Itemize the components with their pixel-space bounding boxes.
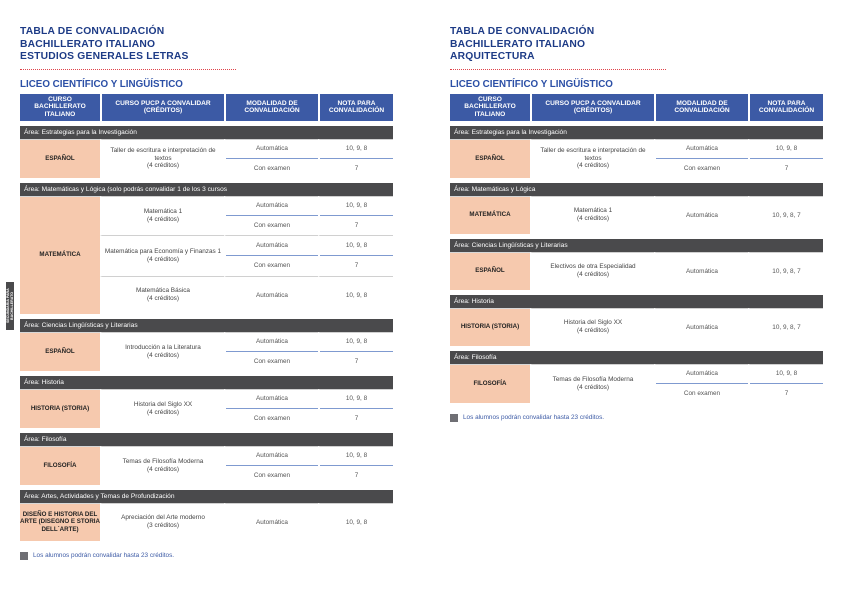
grade-value: 7 xyxy=(354,357,359,365)
modality-value: Con examen xyxy=(253,357,291,365)
footnote-square-icon xyxy=(450,414,458,422)
modality-value: Automática xyxy=(226,140,318,160)
header-italian-course: CURSO BACHILLERATO ITALIANO xyxy=(450,94,530,121)
table-row xyxy=(20,446,393,485)
grade-value: 10, 9, 8 xyxy=(320,140,393,160)
right-title-line-3: ARQUITECTURA xyxy=(450,51,535,62)
subject-cell: ESPAÑOL xyxy=(450,139,530,178)
header-pucp-course: CURSO PUCP A CONVALIDAR (CRÉDITOS) xyxy=(530,94,654,121)
table-row xyxy=(450,252,823,290)
grade-value: 7 xyxy=(354,164,359,172)
course-credits: (3 créditos) xyxy=(147,522,179,529)
subject-cell: ESPAÑOL xyxy=(20,332,100,371)
course-name: Apreciación del Arte moderno xyxy=(121,514,205,522)
area-label: Área: Filosofía xyxy=(450,351,823,364)
grade-value: 10, 9, 8, 7 xyxy=(772,211,801,219)
area-row xyxy=(450,239,823,252)
grade-cell xyxy=(748,139,823,178)
grade-cell xyxy=(748,364,823,403)
modality-value: Automática xyxy=(686,267,718,275)
modality-value: Automática xyxy=(256,291,288,299)
table-row xyxy=(20,139,393,178)
area-row xyxy=(450,183,823,196)
subject-cell: HISTORIA (STORIA) xyxy=(450,308,530,346)
modality-value: Con examen xyxy=(253,262,291,270)
grade-split xyxy=(750,140,823,178)
subject-cell: MATEMÁTICA xyxy=(450,196,530,234)
left-title-line-3: ESTUDIOS GENERALES LETRAS xyxy=(20,51,189,62)
header-grade: NOTA PARA CONVALIDACIÓN xyxy=(318,94,393,121)
left-convalidation-table xyxy=(20,94,393,541)
course-name: Electivos de otra Especialidad xyxy=(550,263,636,271)
area-row xyxy=(20,183,393,196)
modality-cell xyxy=(654,196,748,234)
modality-cell xyxy=(224,139,318,178)
right-title xyxy=(450,26,825,64)
modality-value: Automática xyxy=(226,333,318,353)
course-credits: (4 créditos) xyxy=(577,162,609,170)
area-row xyxy=(450,351,823,364)
course-name: Historia del Siglo XX xyxy=(563,319,623,327)
course-cell xyxy=(530,252,654,290)
modality-cell xyxy=(224,446,318,485)
modality-cell xyxy=(224,332,318,371)
area-row xyxy=(20,376,393,389)
area-label: Área: Historia xyxy=(450,295,823,308)
course-cell xyxy=(100,503,224,541)
course-credits: (4 créditos) xyxy=(147,215,179,223)
grade-split xyxy=(320,447,393,485)
grade-cell xyxy=(318,235,393,276)
modality-value: Automática xyxy=(686,211,718,219)
modality-cell xyxy=(654,139,748,178)
area-row xyxy=(20,126,393,139)
course-credits: (4 créditos) xyxy=(147,295,179,302)
grade-value: 10, 9, 8, 7 xyxy=(772,323,801,331)
modality-value: Con examen xyxy=(683,164,721,172)
header-grade: NOTA PARA CONVALIDACIÓN xyxy=(748,94,823,121)
course-cell xyxy=(100,139,224,178)
course-cell xyxy=(100,389,224,428)
grade-cell xyxy=(748,252,823,290)
grade-value: 10, 9, 8 xyxy=(320,236,393,257)
course-cell xyxy=(530,308,654,346)
modality-cell xyxy=(224,389,318,428)
right-footnote-text: Los alumnos podrán convalidar hasta 23 créditos. xyxy=(463,414,605,421)
course-name: Taller de escritura e interpretación de textos xyxy=(110,147,216,162)
area-row xyxy=(20,433,393,446)
course-credits: (4 créditos) xyxy=(577,271,609,278)
area-label: Área: Matemáticas y Lógica xyxy=(450,183,823,196)
section-side-tab: SECUNDARIA PARA BACHILLERATO xyxy=(6,282,14,330)
modality-split xyxy=(656,365,748,403)
course-credits: (4 créditos) xyxy=(577,327,609,334)
modality-split xyxy=(226,390,318,428)
modality-split xyxy=(226,197,318,235)
grade-split xyxy=(750,365,823,403)
grade-value: 7 xyxy=(354,221,359,229)
left-footnote-text: Los alumnos podrán convalidar hasta 23 créditos. xyxy=(33,552,175,559)
grade-cell xyxy=(318,389,393,428)
left-panel xyxy=(20,0,395,560)
course-name: Historia del Siglo XX xyxy=(133,400,193,408)
right-subtitle: LICEO CIENTÍFICO Y LINGÜÍSTICO xyxy=(450,78,613,90)
grade-split xyxy=(320,333,393,371)
course-name: Matemática 1 xyxy=(143,207,183,215)
course-credits: (4 créditos) xyxy=(577,215,609,222)
grade-cell xyxy=(318,196,393,235)
modality-split xyxy=(226,236,318,276)
area-label: Área: Filosofía xyxy=(20,433,393,446)
course-credits: (4 créditos) xyxy=(147,351,179,359)
course-name: Temas de Filosofía Moderna xyxy=(122,457,204,465)
course-credits: (4 créditos) xyxy=(147,465,179,473)
area-label: Área: Artes, Actividades y Temas de Profundización xyxy=(20,490,393,503)
area-row xyxy=(20,490,393,503)
area-label: Área: Ciencias Lingüísticas y Literarias xyxy=(450,239,823,252)
table-row xyxy=(20,389,393,428)
subject-cell: FILOSOFÍA xyxy=(20,446,100,485)
modality-cell xyxy=(224,276,318,314)
area-label: Área: Estrategias para la Investigación xyxy=(20,126,393,139)
grade-split xyxy=(320,140,393,178)
table-row xyxy=(20,332,393,371)
area-label: Área: Historia xyxy=(20,376,393,389)
left-dotted-rule xyxy=(20,69,236,70)
area-row xyxy=(450,126,823,139)
table-row xyxy=(450,308,823,346)
table-row xyxy=(450,364,823,403)
modality-value: Automática xyxy=(226,390,318,410)
right-panel xyxy=(450,0,825,422)
course-name: Introducción a la Literatura xyxy=(125,343,201,351)
modality-cell xyxy=(224,196,318,235)
modality-value: Con examen xyxy=(253,414,291,422)
grade-value: 7 xyxy=(354,262,359,270)
course-cell xyxy=(100,196,224,235)
course-name: Temas de Filosofía Moderna xyxy=(552,375,634,383)
modality-split xyxy=(656,140,748,178)
modality-value: Automática xyxy=(686,323,718,331)
grade-value: 10, 9, 8 xyxy=(750,140,823,160)
subject-cell: DISEÑO E HISTORIA DEL ARTE (DISEGNO E STORIA DELL´ARTE) xyxy=(20,503,100,541)
grade-value: 10, 9, 8 xyxy=(320,390,393,410)
course-cell xyxy=(530,139,654,178)
modality-value: Automática xyxy=(256,518,288,526)
course-name: Taller de escritura e interpretación de textos xyxy=(540,147,646,162)
course-name: Matemática para Economía y Finanzas 1 xyxy=(104,247,222,255)
area-label: Área: Estrategias para la Investigación xyxy=(450,126,823,139)
grade-value: 10, 9, 8 xyxy=(345,518,368,526)
modality-split xyxy=(226,447,318,485)
grade-value: 10, 9, 8 xyxy=(750,365,823,385)
course-name: Matemática Básica xyxy=(136,287,190,295)
grade-value: 10, 9, 8, 7 xyxy=(772,267,801,275)
table-row xyxy=(450,139,823,178)
modality-split xyxy=(226,333,318,371)
course-credits: (4 créditos) xyxy=(577,383,609,391)
grade-cell xyxy=(748,308,823,346)
header-modality: MODALIDAD DE CONVALIDACIÓN xyxy=(224,94,318,121)
table-row xyxy=(450,196,823,234)
left-subtitle: LICEO CIENTÍFICO Y LINGÜÍSTICO xyxy=(20,78,183,90)
grade-cell xyxy=(318,276,393,314)
modality-value: Automática xyxy=(656,365,748,385)
grade-value: 10, 9, 8 xyxy=(320,447,393,467)
grade-cell xyxy=(318,503,393,541)
course-cell xyxy=(100,276,224,314)
area-label: Área: Ciencias Lingüísticas y Literarias xyxy=(20,319,393,332)
grade-cell xyxy=(318,446,393,485)
grade-cell xyxy=(748,196,823,234)
subject-cell: MATEMÁTICA xyxy=(20,196,100,314)
modality-split xyxy=(226,140,318,178)
course-name: Matemática 1 xyxy=(573,207,613,215)
grade-split xyxy=(320,390,393,428)
grade-cell xyxy=(318,332,393,371)
header-italian-course: CURSO BACHILLERATO ITALIANO xyxy=(20,94,100,121)
left-title-line-2: BACHILLERATO ITALIANO xyxy=(20,38,156,50)
left-title xyxy=(20,26,395,64)
course-cell xyxy=(530,196,654,234)
modality-value: Automática xyxy=(656,140,748,160)
grade-value: 10, 9, 8 xyxy=(320,333,393,353)
course-credits: (4 créditos) xyxy=(147,408,179,416)
area-label: Área: Matemáticas y Lógica (solo podrás convalidar 1 de los 3 cursos xyxy=(20,183,393,196)
right-dotted-rule xyxy=(450,69,666,70)
grade-cell xyxy=(318,139,393,178)
left-title-line-1: TABLA DE CONVALIDACIÓN xyxy=(20,26,165,37)
grade-value: 10, 9, 8 xyxy=(345,291,368,299)
modality-value: Con examen xyxy=(253,471,291,479)
header-modality: MODALIDAD DE CONVALIDACIÓN xyxy=(654,94,748,121)
modality-cell xyxy=(654,252,748,290)
modality-value: Automática xyxy=(226,236,318,257)
course-cell xyxy=(100,446,224,485)
grade-value: 10, 9, 8 xyxy=(320,197,393,217)
subject-cell: ESPAÑOL xyxy=(20,139,100,178)
grade-split xyxy=(320,197,393,235)
modality-value: Con examen xyxy=(253,221,291,229)
course-cell xyxy=(530,364,654,403)
right-footnote xyxy=(450,414,825,422)
course-cell xyxy=(100,332,224,371)
modality-value: Con examen xyxy=(683,389,721,397)
course-cell xyxy=(100,235,224,276)
modality-cell xyxy=(654,308,748,346)
subject-cell: FILOSOFÍA xyxy=(450,364,530,403)
course-credits: (4 créditos) xyxy=(147,162,179,170)
subject-cell: HISTORIA (STORIA) xyxy=(20,389,100,428)
subject-cell: ESPAÑOL xyxy=(450,252,530,290)
table-row xyxy=(20,503,393,541)
grade-value: 7 xyxy=(354,414,359,422)
right-title-line-2: BACHILLERATO ITALIANO xyxy=(450,38,586,50)
footnote-square-icon xyxy=(20,552,28,560)
area-row xyxy=(20,319,393,332)
modality-cell xyxy=(224,503,318,541)
modality-value: Automática xyxy=(226,447,318,467)
modality-cell xyxy=(224,235,318,276)
area-row xyxy=(450,295,823,308)
modality-value: Automática xyxy=(226,197,318,217)
grade-value: 7 xyxy=(784,389,789,397)
grade-value: 7 xyxy=(784,164,789,172)
right-convalidation-table xyxy=(450,94,823,403)
header-pucp-course: CURSO PUCP A CONVALIDAR (CRÉDITOS) xyxy=(100,94,224,121)
right-title-line-1: TABLA DE CONVALIDACIÓN xyxy=(450,26,595,37)
left-footnote xyxy=(20,552,395,560)
modality-value: Con examen xyxy=(253,164,291,172)
grade-split xyxy=(320,236,393,276)
course-credits: (4 créditos) xyxy=(147,255,179,263)
modality-cell xyxy=(654,364,748,403)
table-row xyxy=(20,196,393,235)
grade-value: 7 xyxy=(354,471,359,479)
